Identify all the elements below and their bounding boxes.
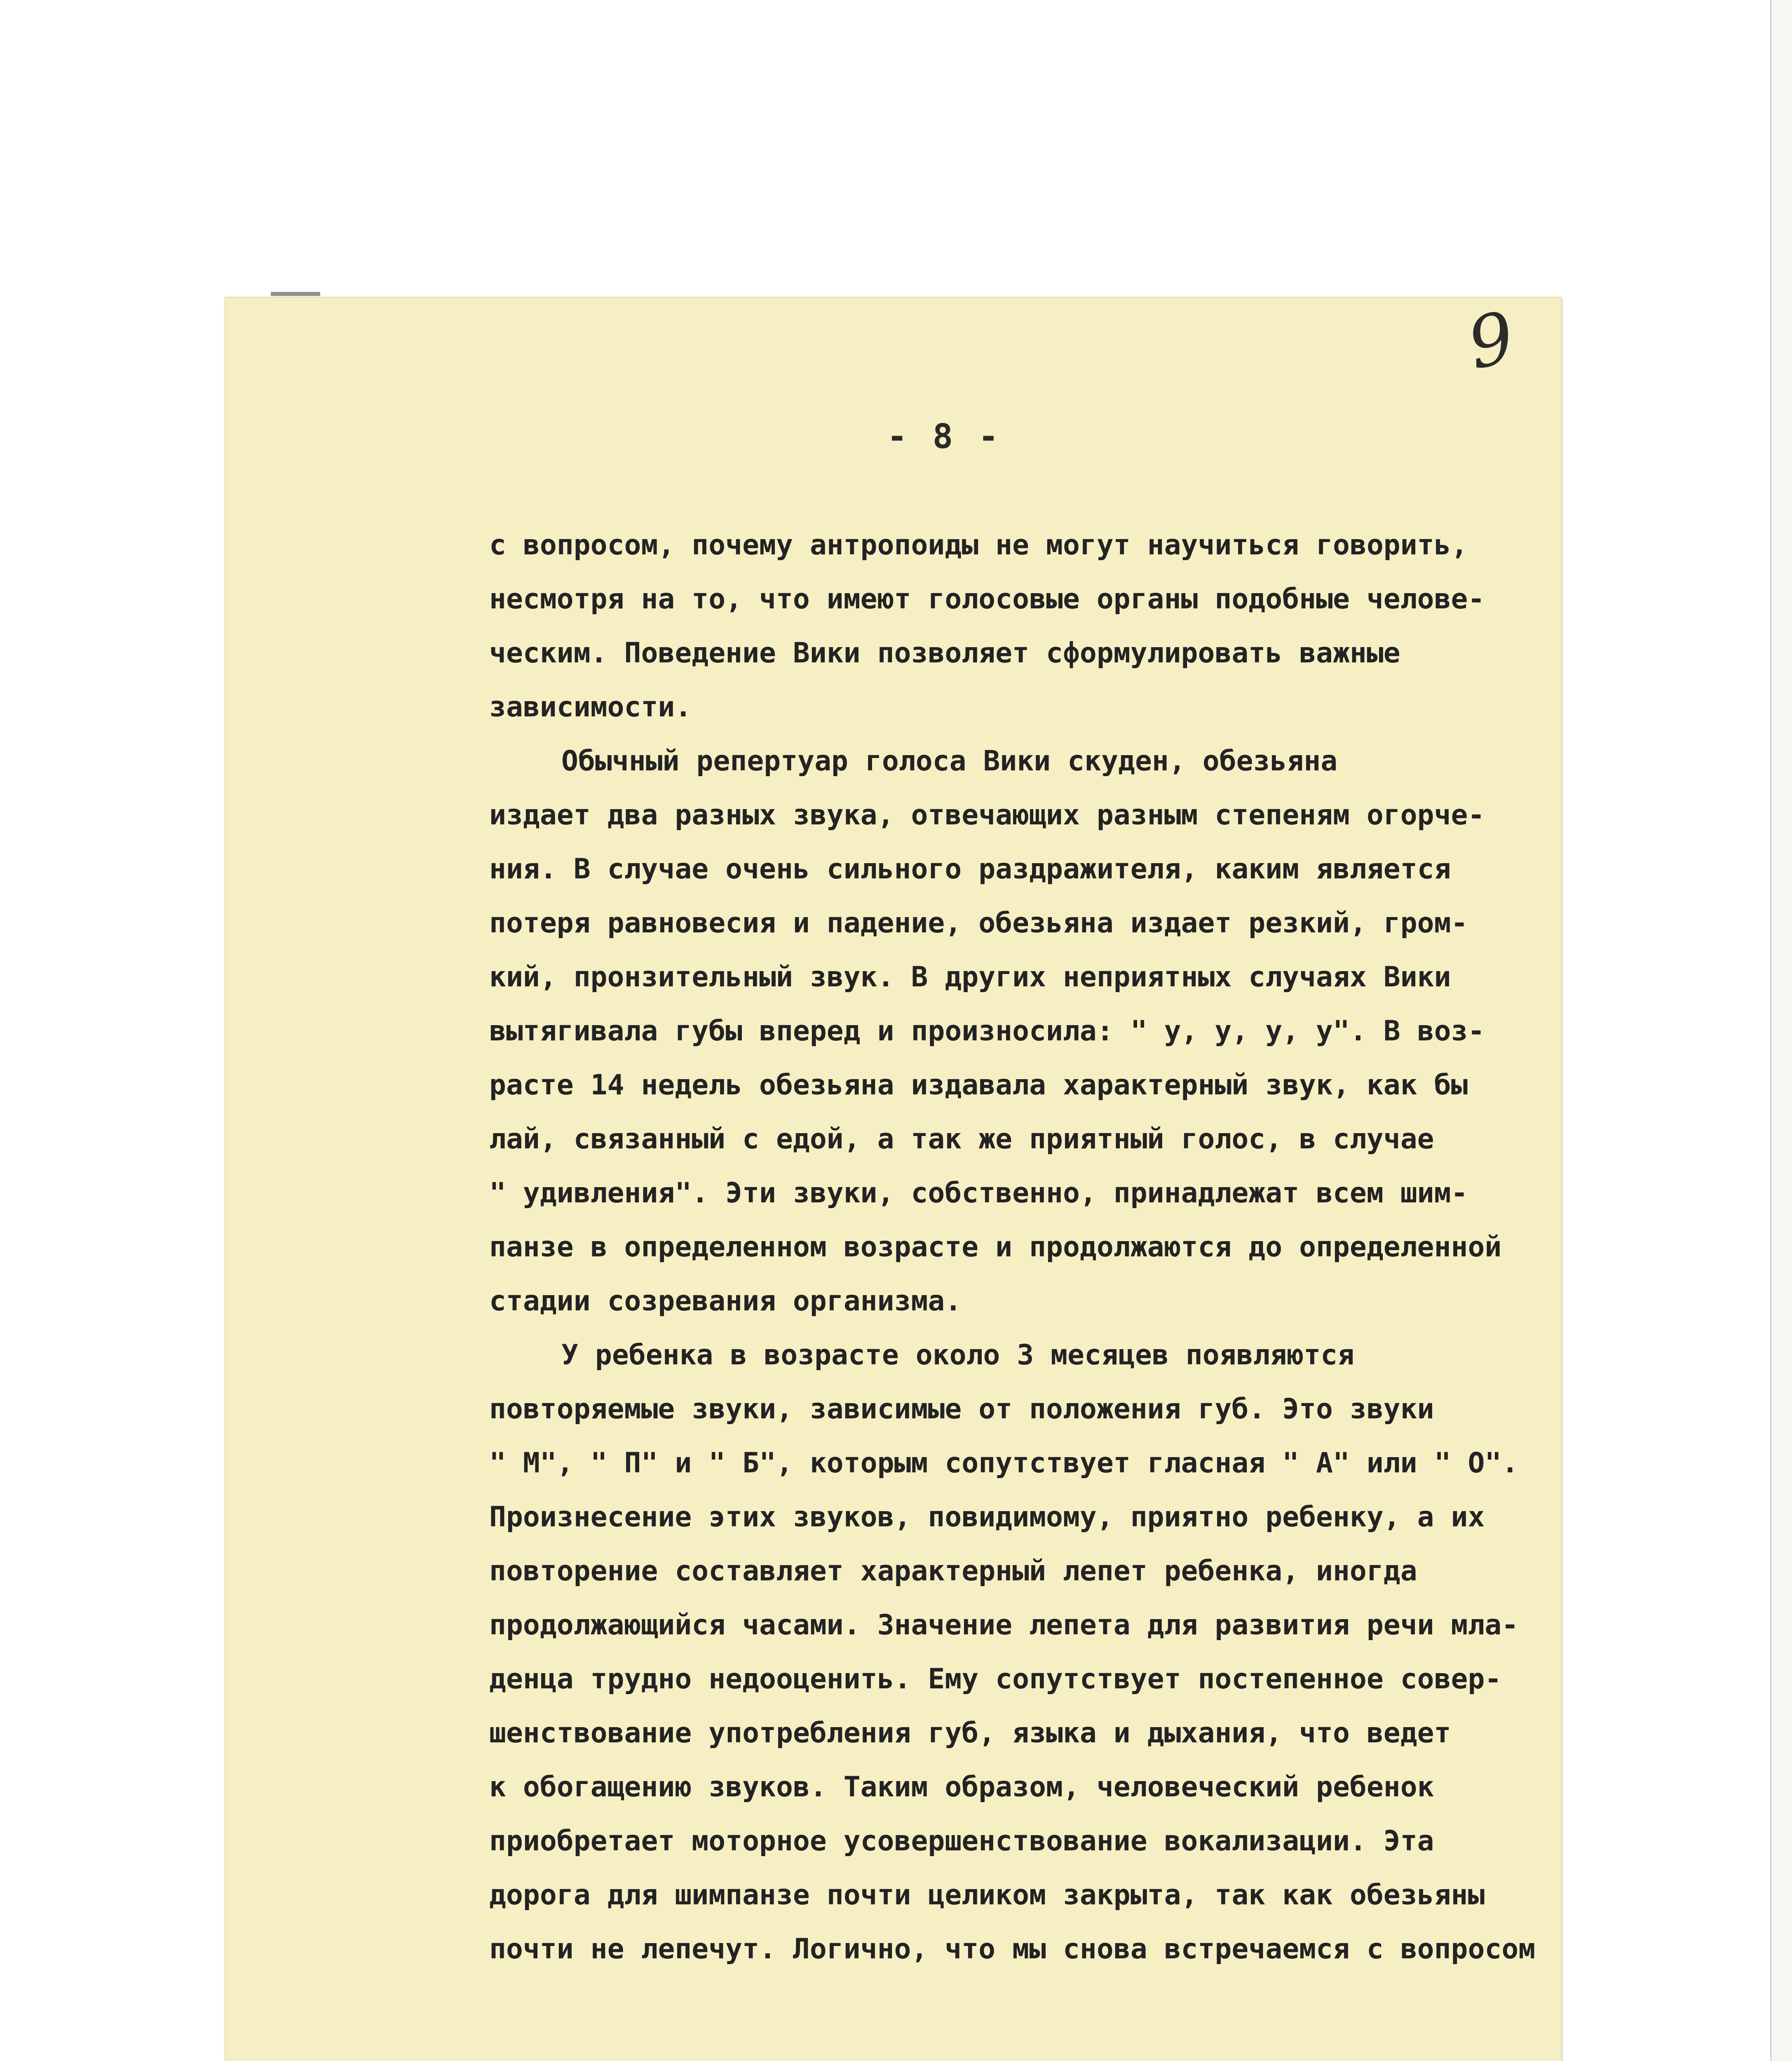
- text-line: панзе в определенном возрасте и продолжаются до определенной: [489, 1231, 1502, 1263]
- text-line: продолжающийся часами. Значение лепета для развития речи мла-: [489, 1609, 1519, 1641]
- text-line: денца трудно недооценить. Ему сопутствует постепенное совер-: [489, 1663, 1502, 1695]
- text-line: расте 14 недель обезьяна издавала характерный звук, как бы: [489, 1069, 1468, 1101]
- typewritten-page: [225, 297, 1562, 2061]
- handwritten-folio-number: 9: [1461, 296, 1522, 386]
- text-line: лай, связанный с едой, а так же приятный голос, в случае: [489, 1123, 1434, 1155]
- scan-edge-mark: [271, 292, 320, 296]
- text-line: У ребенка в возрасте около 3 месяцев появляются: [561, 1339, 1355, 1371]
- page-number: - 8 -: [887, 417, 1001, 456]
- text-line: повторяемые звуки, зависимые от положения губ. Это звуки: [489, 1393, 1434, 1425]
- text-line: вытягивала губы вперед и произносила: " у, у, у, у". В воз-: [489, 1015, 1485, 1047]
- text-line: повторение составляет характерный лепет ребенка, иногда: [489, 1555, 1417, 1587]
- text-line: шенствование употребления губ, языка и дыхания, что ведет: [489, 1717, 1451, 1749]
- text-line: кий, пронзительный звук. В других неприятных случаях Вики: [489, 961, 1451, 993]
- text-line: с вопросом, почему антропоиды не могут научиться говорить,: [489, 529, 1468, 561]
- text-line: " удивления". Эти звуки, собственно, принадлежат всем шим-: [489, 1177, 1468, 1209]
- text-line: ния. В случае очень сильного раздражителя, каким является: [489, 853, 1451, 885]
- text-line: дорога для шимпанзе почти целиком закрыта, так как обезьяны: [489, 1879, 1485, 1911]
- text-line: ческим. Поведение Вики позволяет сформулировать важные: [489, 637, 1400, 669]
- text-line: Обычный репертуар голоса Вики скуден, обезьяна: [561, 745, 1338, 777]
- scanner-backing-edge: [1770, 0, 1792, 2061]
- text-line: потеря равновесия и падение, обезьяна издает резкий, гром-: [489, 907, 1468, 939]
- text-line: зависимости.: [489, 691, 692, 723]
- text-line: издает два разных звука, отвечающих разным степеням огорче-: [489, 799, 1485, 831]
- body-text: [489, 518, 1561, 1976]
- text-line: несмотря на то, что имеют голосовые органы подобные челове-: [489, 583, 1485, 615]
- text-line: Произнесение этих звуков, повидимому, приятно ребенку, а их: [489, 1501, 1485, 1533]
- text-line: стадии созревания организма.: [489, 1285, 962, 1317]
- text-line: приобретает моторное усовершенствование вокализации. Эта: [489, 1825, 1434, 1857]
- text-line: " М", " П" и " Б", которым сопутствует гласная " А" или " О".: [489, 1447, 1519, 1479]
- text-line: к обогащению звуков. Таким образом, человеческий ребенок: [489, 1771, 1434, 1803]
- text-line: почти не лепечут. Логично, что мы снова встречаемся с вопросом: [489, 1933, 1536, 1965]
